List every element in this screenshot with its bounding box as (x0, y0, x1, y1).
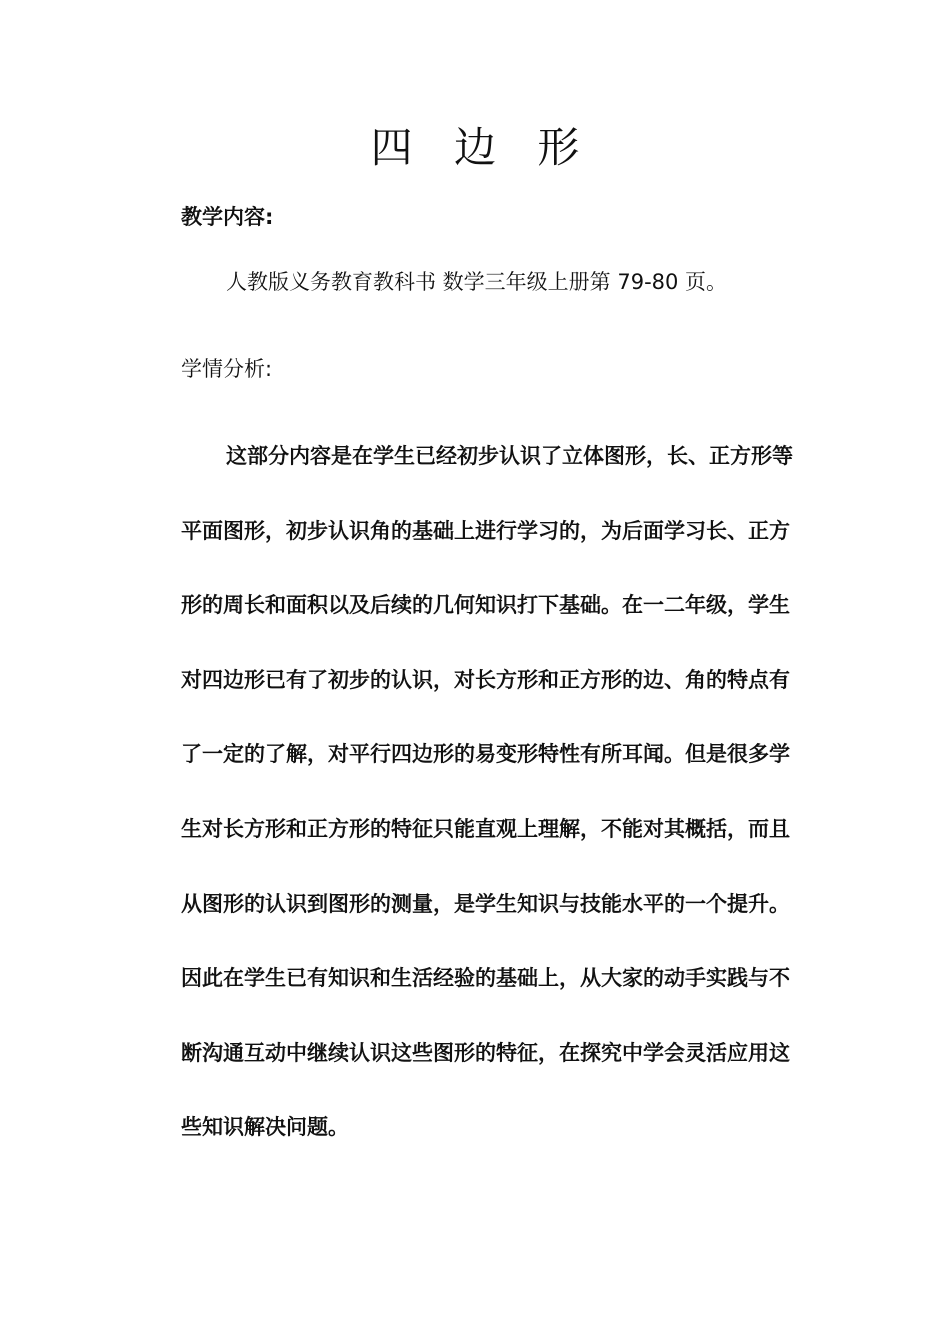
paragraph-line: 从图形的认识到图形的测量，是学生知识与技能水平的一个提升。 (181, 892, 790, 916)
paragraph-line: 形的周长和面积以及后续的几何知识打下基础。在一二年级，学生 (181, 593, 790, 617)
learning-analysis-heading: 学情分析: (181, 357, 273, 381)
title-char: 四 (370, 123, 413, 172)
paragraph-line: 平面图形，初步认识角的基础上进行学习的，为后面学习长、正方 (181, 519, 790, 543)
paragraph-line: 因此在学生已有知识和生活经验的基础上，从大家的动手实践与不 (181, 966, 790, 990)
paragraph-line: 断沟通互动中继续认识这些图形的特征，在探究中学会灵活应用这 (181, 1041, 790, 1065)
teaching-content-heading: 教学内容: (181, 205, 274, 229)
paragraph-line: 这部分内容是在学生已经初步认识了立体图形，长、正方形等 (226, 444, 793, 468)
paragraph-line: 了一定的了解，对平行四边形的易变形特性有所耳闻。但是很多学 (181, 742, 790, 766)
paragraph-line: 些知识解决问题。 (181, 1115, 349, 1139)
page-title (0, 118, 950, 178)
paragraph-line: 对四边形已有了初步的认识，对长方形和正方形的边、角的特点有 (181, 668, 790, 692)
paragraph-line: 生对长方形和正方形的特征只能直观上理解，不能对其概括，而且 (181, 817, 790, 841)
title-char: 边 (453, 123, 496, 172)
title-char: 形 (537, 123, 580, 172)
teaching-content-text: 人教版义务教育教科书 数学三年级上册第 79-80 页。 (226, 270, 728, 294)
